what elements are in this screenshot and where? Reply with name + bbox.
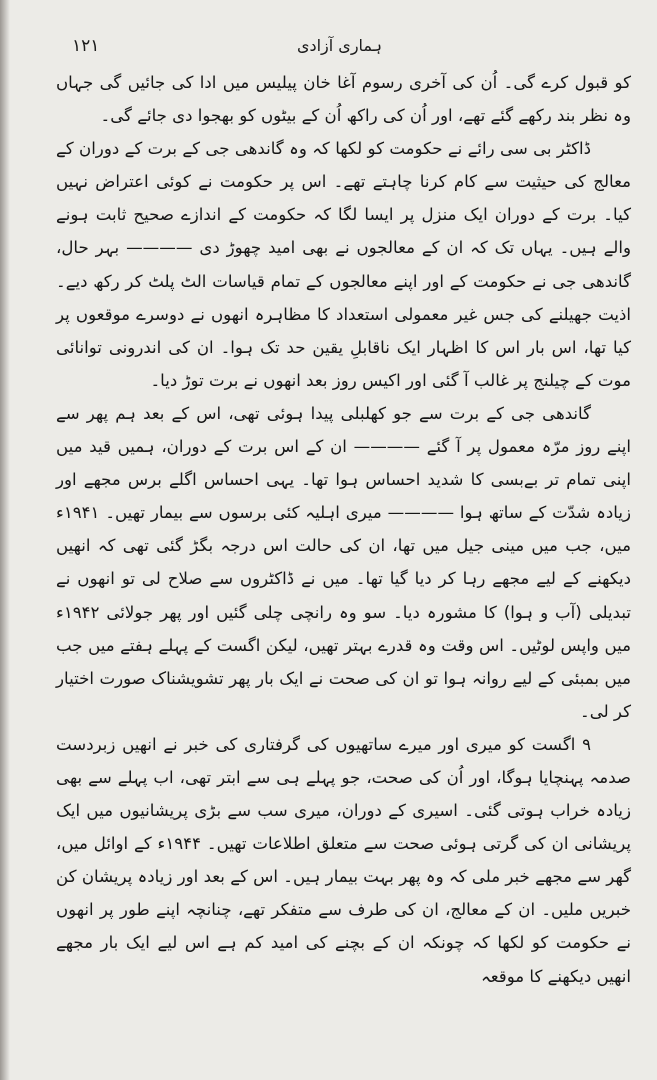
page-gutter-shadow <box>0 0 10 1080</box>
body-text <box>56 66 631 993</box>
paragraph-dr-roy: ڈاکٹر بی سی رائے نے حکومت کو لکھا کہ وہ گاندھی جی کے برت کے دوران کے معالج کی حیثیت سے کام کرنا چاہتے تھے۔ اس پر حکومت نے کوئی اعتراض نہیں کیا۔ برت کے دوران ایک منزل پر ایسا لگا کہ حکومت کے اندازے صحیح ثابت ہونے والے ہیں۔ یہاں تک کہ ان کے معالجوں نے بھی امید چھوڑ دی ———— بہر حال، گاندھی جی نے حکومت کے اور اپنے معالجوں کے تمام قیاسات الٹ پلٹ کر رکھ دیے۔ اذیت جھیلنے کی جس غیر معمولی استعداد کا مظاہرہ انھوں نے دوسرے موقعوں پر کیا تھا، اس بار اس کا اظہار ایک ناقابلِ یقین حد تک ہوا۔ ان کی اندرونی توانائی موت کے چیلنج پر غالب آ گئی اور اکیس روز بعد انھوں نے برت توڑ دیا۔ <box>56 139 631 390</box>
paragraph-continuation: کو قبول کرے گی۔ اُن کی آخری رسوم آغا خان پیلیس میں ادا کی جائیں گی جہاں وہ نظر بند رکھے گئے تھے، اور اُن کی راکھ اُن کے بیٹوں کو بھجوا دی جائے گی۔ <box>56 73 631 126</box>
running-title: ہماری آزادی <box>296 36 383 55</box>
paragraph-routine: گاندھی جی کے برت سے جو کھلبلی پیدا ہوئی تھی، اس کے بعد ہم پھر سے اپنے روز مرّہ معمول پر آ گئے ———— ان کے اس برت کے دوران، ہمیں قید میں اپنی تمام تر بےبسی کا شدید احساس ہوا تھا۔ یہی احساس اگلے برس مجھے اور زیادہ شدّت کے ساتھ ہوا ———— میری اہلیہ کئی برسوں سے بیمار تھیں۔ ۱۹۴۱ء میں، جب میں مینی جیل میں تھا، ان کی حالت اس درجہ بگڑ گئی تھی کہ انھیں دیکھنے کے لیے مجھے رہا کر دیا گیا تھا۔ میں نے ڈاکٹروں سے صلاح لی تو انھوں نے تبدیلی (آب و ہوا) کا مشورہ دیا۔ سو وہ رانچی چلی گئیں اور پھر جولائی ۱۹۴۲ء میں واپس لوٹیں۔ اس وقت وہ قدرے بہتر تھیں، لیکن اگست کے پہلے ہفتے میں جب میں بمبئی کے لیے روانہ ہوا تو ان کی صحت نے ایک بار پھر تشویشناک صورت اختیار کر لی۔ <box>56 403 631 721</box>
page-header <box>50 36 629 66</box>
page-number: ١٢١ <box>72 36 100 56</box>
paragraph-arrest: ۹ اگست کو میری اور میرے ساتھیوں کی گرفتاری کی خبر نے انھیں زبردست صدمہ پہنچایا ہوگا، اور اُن کی صحت، جو پہلے ہی سے ابتر تھی، اب پہلے سے بھی زیادہ خراب ہوتی گئی۔ اسیری کے دوران، میری سب سے بڑی پریشانیوں میں ایک پریشانی ان کی گرتی ہوئی صحت سے متعلق اطلاعات تھیں۔ ۱۹۴۴ء کے اوائل میں، گھر سے مجھے خبر ملی کہ وہ پھر بہت بیمار ہیں۔ اس کے بعد اور زیادہ پریشان کن خبریں ملیں۔ ان کے معالج، ان کی طرف سے متفکر تھے، چنانچہ اپنے طور پر انھوں نے حکومت کو لکھا کہ چونکہ ان کے بچنے کی امید کم ہے اس لیے ایک بار مجھے انھیں دیکھنے کا موقعہ <box>56 734 631 986</box>
